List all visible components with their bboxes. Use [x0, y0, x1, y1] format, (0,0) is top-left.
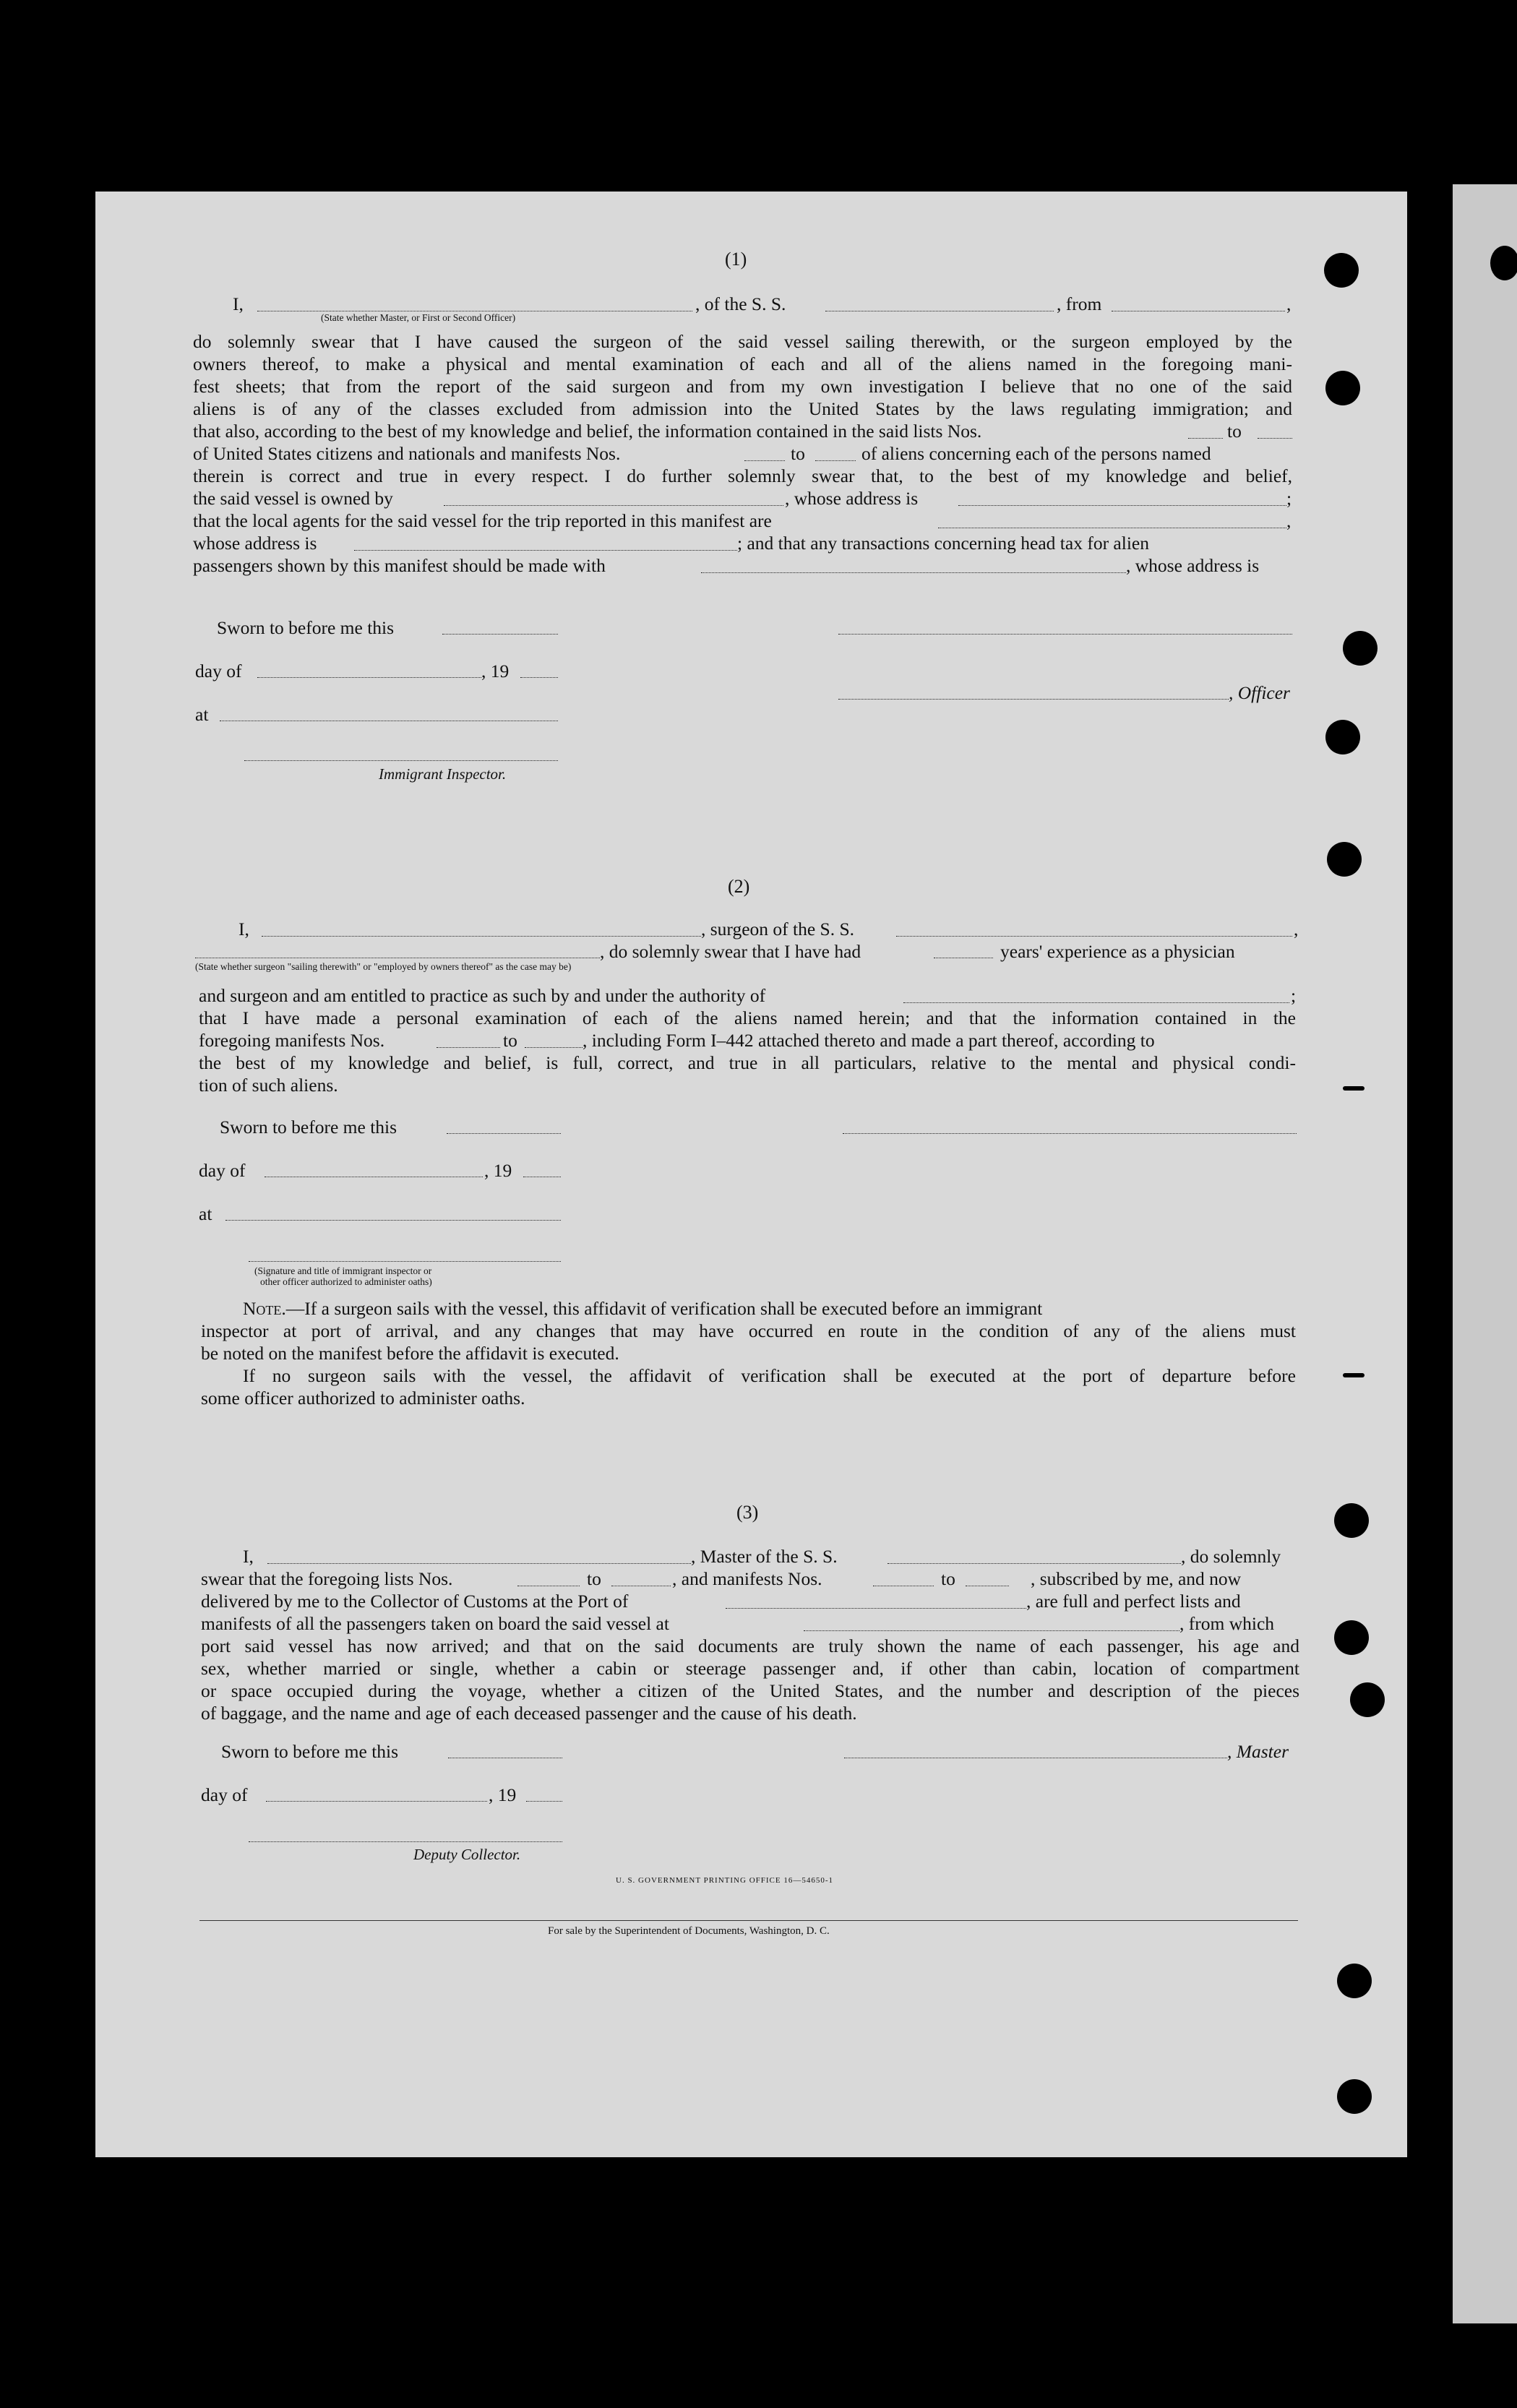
s1-hint: (State whether Master, or First or Second Officer): [321, 312, 516, 323]
s2-swear: , do solemnly swear that I have had: [600, 941, 861, 962]
s3-month-blank: [266, 1801, 487, 1802]
s3-19: , 19: [489, 1784, 517, 1805]
s2-surgeon: , surgeon of the S. S.: [701, 919, 855, 939]
s2-note-line-5: some officer authorized to administer oaths.: [201, 1388, 525, 1409]
s1-signature-blank: [838, 634, 1292, 635]
punch-hole-11: [1490, 246, 1517, 280]
s3-ship-blank: [888, 1563, 1181, 1564]
s3-i: I,: [243, 1546, 254, 1567]
s1-line-8b: , whose address is: [785, 488, 919, 509]
s3-gpo-imprint: U. S. GOVERNMENT PRINTING OFFICE 16—54650-1: [616, 1876, 834, 1885]
s1-manifest-to-blank: [815, 460, 856, 461]
footer-rule: [199, 1920, 1298, 1921]
punch-hole-6: [1334, 1503, 1369, 1538]
s1-line-6c: of aliens concerning each of the persons named: [861, 443, 1211, 464]
s3-year-blank: [526, 1801, 562, 1802]
s2-manifest-from-blank: [437, 1047, 500, 1048]
s3-dayof: day of: [201, 1784, 248, 1805]
s3-line-2b: , are full and perfect lists and: [1026, 1591, 1241, 1612]
s3-solemnly: , do solemnly: [1181, 1546, 1281, 1567]
s3-sworn: Sworn to before me this: [221, 1741, 399, 1762]
s1-inspector: Immigrant Inspector.: [379, 765, 507, 783]
s1-line-5-to: to: [1227, 421, 1242, 442]
s3-deputy-sign-blank: [249, 1841, 562, 1842]
s3-master-of: , Master of the S. S.: [691, 1546, 838, 1567]
s1-month-blank: [257, 677, 481, 678]
s1-line-11b: , whose address is: [1126, 555, 1260, 576]
punch-hole-2: [1325, 371, 1360, 405]
s1-lists-to-blank: [1258, 438, 1292, 439]
s2-years: years' experience as a physician: [1000, 941, 1235, 962]
s2-sworn-blank: [447, 1133, 561, 1134]
s1-line-3: fest sheets; that from the report of the said surgeon and from my own investigation I believe that no one of the said: [193, 376, 1292, 397]
s2-authority-blank: [903, 1002, 1289, 1003]
s1-owner-blank: [444, 505, 783, 506]
s2-line-1c: ;: [1291, 985, 1297, 1006]
s2-note-label: Note.: [243, 1298, 286, 1319]
s2-line-1: and surgeon and am entitled to practice as such by and under the authority of: [199, 985, 766, 1006]
punch-hole-10: [1337, 2079, 1372, 2114]
s2-i: I,: [238, 919, 249, 939]
s2-19: , 19: [484, 1160, 512, 1181]
s3-line-1c: , and manifests Nos.: [672, 1568, 822, 1589]
s1-line-2: owners thereof, to make a physical and mental examination of each and all of the aliens named in the foregoing mani-: [193, 353, 1292, 374]
s3-line-7: of baggage, and the name and age of each deceased passenger and the cause of his death.: [201, 1703, 857, 1724]
s3-line-3a: manifests of all the passengers taken on board the said vessel at: [201, 1613, 669, 1634]
s1-headtax-blank: [701, 572, 1126, 573]
s2-note-line-3: be noted on the manifest before the affidavit is executed.: [201, 1343, 619, 1364]
s2-sworn: Sworn to before me this: [220, 1117, 397, 1138]
footer-sale-note: For sale by the Superintendent of Documents, Washington, D. C.: [548, 1925, 830, 1937]
s2-sig-hint-2: other officer authorized to administer oaths): [260, 1276, 432, 1287]
s1-from: , from: [1057, 293, 1102, 314]
s3-line-2a: delivered by me to the Collector of Customs at the Port of: [201, 1591, 629, 1612]
s2-line-3c: , including Form I–442 attached thereto and made a part thereof, according to: [583, 1030, 1155, 1051]
s1-line-1: do solemnly swear that I have caused the surgeon of the said vessel sailing therewith, or the surgeon employed by the: [193, 331, 1292, 352]
s2-comma: ,: [1294, 919, 1299, 939]
s1-inspector-sign-blank: [244, 760, 558, 761]
s2-manifest-to-blank: [525, 1047, 583, 1048]
s1-line-7: therein is correct and true in every respect. I do further solemnly swear that, to the best of my knowledge and belief,: [193, 465, 1292, 486]
s1-dayof: day of: [195, 661, 242, 681]
s3-line-1b: to: [587, 1568, 601, 1589]
s1-line-9c: ,: [1286, 510, 1292, 531]
s2-dayof: day of: [199, 1160, 246, 1181]
section-2-number: (2): [728, 876, 750, 897]
section-1-number: (1): [725, 249, 747, 270]
s3-deputy: Deputy Collector.: [413, 1846, 521, 1863]
punch-hole-4: [1325, 720, 1360, 754]
s1-line-11a: passengers shown by this manifest should be made with: [193, 555, 606, 576]
s1-manifest-from-blank: [744, 460, 785, 461]
s1-officer-sign-blank: [838, 699, 1229, 700]
s2-line-2: that I have made a personal examination of each of the aliens named herein; and that the information contained in the: [199, 1007, 1296, 1028]
s2-ship-blank: [896, 936, 1292, 937]
s2-signature-blank: [843, 1133, 1297, 1134]
s2-at: at: [199, 1203, 212, 1224]
s1-line-10a: whose address is: [193, 533, 317, 554]
s1-year-blank: [520, 677, 558, 678]
s3-line-1d: to: [941, 1568, 955, 1589]
s1-officer: , Officer: [1229, 682, 1290, 703]
s3-line-1a: swear that the foregoing lists Nos.: [201, 1568, 453, 1589]
s2-name-blank: [262, 936, 701, 937]
s2-sig-hint-1: (Signature and title of immigrant inspector or: [254, 1265, 432, 1276]
s3-line-3b: , from which: [1179, 1613, 1275, 1634]
s2-line-4: the best of my knowledge and belief, is full, correct, and true in all particulars, relative to the mental and physical condi-: [199, 1052, 1296, 1073]
s1-sworn: Sworn to before me this: [217, 617, 395, 638]
s1-agents-address-blank: [354, 550, 737, 551]
edge-mark-2: [1343, 1373, 1365, 1377]
punch-hole-5: [1327, 842, 1362, 877]
s1-line-5: that also, according to the best of my knowledge and belief, the information contained in the said lists Nos.: [193, 421, 982, 442]
s1-sworn-blank: [442, 634, 558, 635]
s1-line-8a: the said vessel is owned by: [193, 488, 393, 509]
section-3-number: (3): [736, 1502, 759, 1523]
punch-hole-3: [1343, 631, 1378, 666]
s1-line-8c: ;: [1286, 488, 1292, 509]
s1-of-ss: , of the S. S.: [695, 293, 786, 314]
s3-departure-port-blank: [804, 1630, 1179, 1631]
s2-note-line-1: [243, 1297, 1296, 1320]
s1-19: , 19: [481, 661, 510, 681]
s1-line-10b: ; and that any transactions concerning head tax for alien: [737, 533, 1149, 554]
s2-line-5: tion of such aliens.: [199, 1075, 338, 1096]
adjacent-page-edge: [1453, 184, 1517, 2323]
s2-line-3b: to: [503, 1030, 517, 1051]
punch-hole-9: [1337, 1964, 1372, 1998]
s2-inspector-sign-blank: [249, 1261, 561, 1262]
s3-line-1e: , subscribed by me, and now: [1031, 1568, 1242, 1589]
s1-line-9: that the local agents for the said vessel for the trip reported in this manifest are: [193, 510, 772, 531]
s3-line-5: sex, whether married or single, whether a cabin or steerage passenger and, if other than cabin, location of compartment: [201, 1658, 1299, 1679]
s2-note-line-2: inspector at port of arrival, and any changes that may have occurred en route in the condition of any of the aliens must: [201, 1320, 1296, 1341]
edge-mark-1: [1343, 1086, 1365, 1091]
s1-owner-address-blank: [958, 505, 1286, 506]
s3-master: , Master: [1227, 1741, 1289, 1762]
punch-hole-1: [1324, 253, 1359, 288]
s2-hint: (State whether surgeon "sailing therewith" or "employed by owners thereof" as the case may be): [195, 961, 572, 972]
s3-line-4: port said vessel has now arrived; and that on the said documents are truly shown the name of each passenger, his age and: [201, 1635, 1299, 1656]
s1-at: at: [195, 704, 209, 725]
s2-line-3a: foregoing manifests Nos.: [199, 1030, 385, 1051]
s2-note-line-4: If no surgeon sails with the vessel, the affidavit of verification shall be executed at the port of departure before: [243, 1365, 1296, 1386]
s1-lists-from-blank: [1188, 438, 1223, 439]
s1-line-6b: to: [791, 443, 805, 464]
s1-i: I,: [233, 293, 244, 314]
punch-hole-8: [1350, 1682, 1385, 1717]
s1-comma: ,: [1286, 293, 1292, 314]
s1-line-4: aliens is of any of the classes excluded from admission into the United States by the laws regulating immigration; and: [193, 398, 1292, 419]
s1-line-6a: of United States citizens and nationals and manifests Nos.: [193, 443, 621, 464]
s2-note-text-1: —If a surgeon sails with the vessel, this affidavit of verification shall be executed before an immigrant: [285, 1298, 1043, 1319]
punch-hole-7: [1334, 1620, 1369, 1655]
s3-line-6: or space occupied during the voyage, whether a citizen of the United States, and the number and description of the pieces: [201, 1680, 1299, 1701]
s3-port-blank: [726, 1608, 1026, 1609]
s2-at-blank: [225, 1220, 561, 1221]
s3-name-blank: [267, 1563, 691, 1564]
